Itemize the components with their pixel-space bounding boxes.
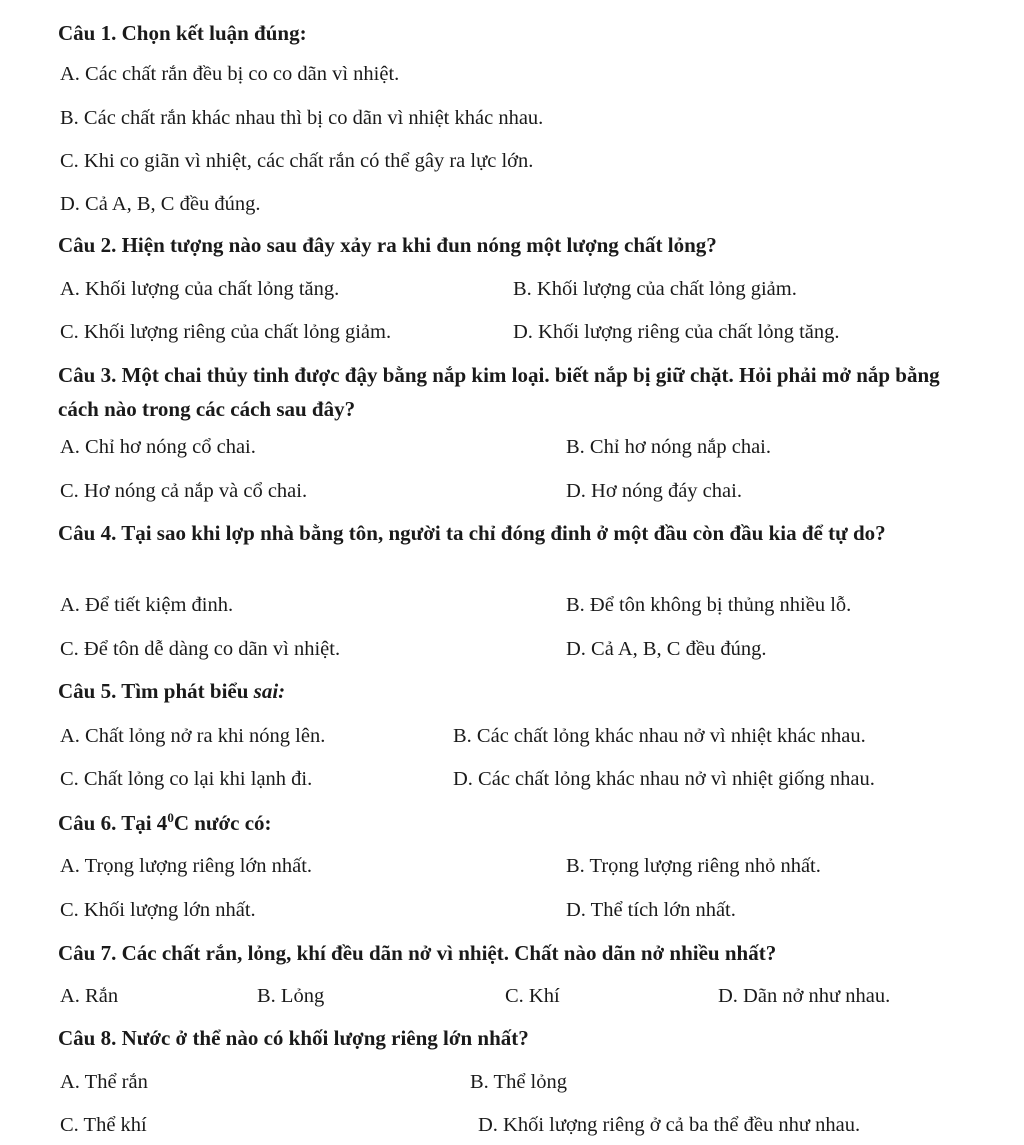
question-2-option-c: C. Khối lượng riêng của chất lỏng giảm.	[60, 321, 392, 343]
question-6-title	[58, 806, 272, 840]
question-5-title	[58, 674, 285, 708]
question-3-title: Câu 3. Một chai thủy tinh được đậy bằng nắp kim loại. biết nắp bị giữ chặt. Hỏi phải mở nắp bằng cách nào trong các cách sau đây?	[58, 363, 940, 421]
question-8-option-b: B. Thể lỏng	[470, 1071, 567, 1093]
question-1-option-b: B. Các chất rắn khác nhau thì bị co dãn vì nhiệt khác nhau.	[60, 107, 544, 129]
question-1-option-a: A. Các chất rắn đều bị co co dãn vì nhiệt.	[60, 63, 400, 85]
question-3-option-a: A. Chỉ hơ nóng cổ chai.	[60, 436, 256, 458]
question-6-title-superscript: 0	[167, 810, 174, 825]
question-2-title: Câu 2. Hiện tượng nào sau đây xảy ra khi đun nóng một lượng chất lỏng?	[58, 233, 717, 257]
question-4-option-a: A. Để tiết kiệm đinh.	[60, 594, 234, 616]
question-8-title: Câu 8. Nước ở thể nào có khối lượng riêng lớn nhất?	[58, 1026, 529, 1050]
question-5-option-a: A. Chất lỏng nở ra khi nóng lên.	[60, 725, 326, 747]
question-6-option-c: C. Khối lượng lớn nhất.	[60, 899, 256, 921]
question-1-option-c: C. Khi co giãn vì nhiệt, các chất rắn có thể gây ra lực lớn.	[60, 150, 534, 172]
question-6-option-d: D. Thể tích lớn nhất.	[566, 899, 736, 921]
question-2-option-a: A. Khối lượng của chất lỏng tăng.	[60, 278, 340, 300]
question-1-option-d: D. Cả A, B, C đều đúng.	[60, 193, 261, 215]
question-7-option-c: C. Khí	[505, 985, 560, 1007]
question-5-option-c: C. Chất lỏng co lại khi lạnh đi.	[60, 768, 313, 790]
question-3-option-d: D. Hơ nóng đáy chai.	[566, 480, 742, 502]
question-4-option-b: B. Để tôn không bị thủng nhiều lỗ.	[566, 594, 852, 616]
question-5-option-b: B. Các chất lỏng khác nhau nở vì nhiệt khác nhau.	[453, 725, 866, 747]
question-4-option-d: D. Cả A, B, C đều đúng.	[566, 638, 767, 660]
question-1-title: Câu 1. Chọn kết luận đúng:	[58, 21, 307, 45]
question-3-option-c: C. Hơ nóng cả nắp và cổ chai.	[60, 480, 308, 502]
question-2-option-d: D. Khối lượng riêng của chất lỏng tăng.	[513, 321, 840, 343]
question-5-title-prefix: Câu 5. Tìm phát biểu	[58, 679, 254, 703]
question-6-option-a: A. Trọng lượng riêng lớn nhất.	[60, 855, 313, 877]
question-6-option-b: B. Trọng lượng riêng nhỏ nhất.	[566, 855, 821, 877]
question-6-title-suffix: C nước có:	[173, 811, 272, 835]
question-4-option-c: C. Để tôn dễ dàng co dãn vì nhiệt.	[60, 638, 341, 660]
question-8-option-a: A. Thể rắn	[60, 1071, 148, 1093]
question-8-option-c: C. Thể khí	[60, 1114, 147, 1136]
question-5-title-emphasis: sai:	[253, 679, 286, 703]
question-7-title: Câu 7. Các chất rắn, lỏng, khí đều dãn nở vì nhiệt. Chất nào dãn nở nhiều nhất?	[58, 941, 777, 965]
question-7-option-d: D. Dãn nở như nhau.	[718, 985, 891, 1007]
question-2-option-b: B. Khối lượng của chất lỏng giảm.	[513, 278, 797, 300]
question-4-title: Câu 4. Tại sao khi lợp nhà bằng tôn, người ta chỉ đóng đinh ở một đầu còn đầu kia để tự do?	[58, 521, 886, 545]
question-7-option-b: B. Lỏng	[257, 985, 325, 1007]
question-3-option-b: B. Chỉ hơ nóng nắp chai.	[566, 436, 771, 458]
question-5-option-d: D. Các chất lỏng khác nhau nở vì nhiệt giống nhau.	[453, 768, 875, 790]
question-7-option-a: A. Rắn	[60, 985, 119, 1007]
question-8-option-d: D. Khối lượng riêng ở cả ba thể đều như nhau.	[478, 1114, 861, 1136]
question-6-title-prefix: Câu 6. Tại 4	[58, 811, 168, 835]
